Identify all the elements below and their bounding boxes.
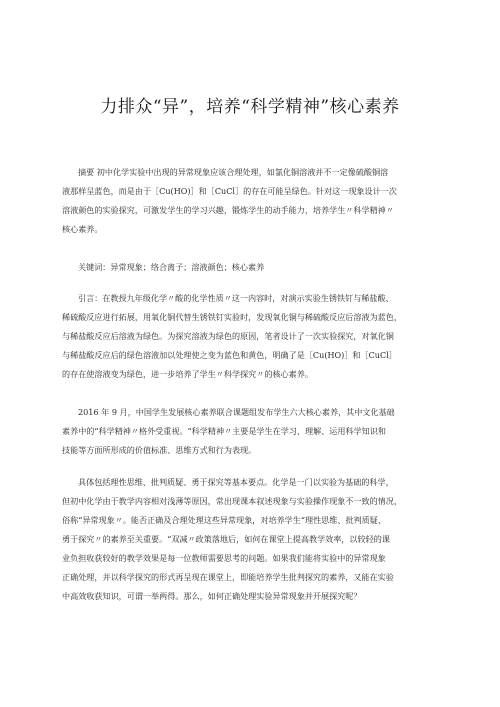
abstract-line: 核心素养。 <box>62 224 103 234</box>
introduction <box>62 289 438 384</box>
paragraph-line: 但初中化学由于教学内容相对浅薄等原因，常出现课本叙述现象与实验操作现象不一致的情况， <box>62 496 402 506</box>
keywords <box>62 258 438 277</box>
paragraph-line: 业负担收获较好的教学效果是每一位教师需要思考的问题。如果我们能将实验中的异常现象 <box>62 553 386 563</box>
intro-line: 稀硫酸反应进行拓展，用氧化铜代替生锈铁钉实验时，发现氧化铜与稀硫酸反应后溶液为蓝色， <box>62 312 402 322</box>
intro-line: 引言：在教授九年级化学〃酸的化学性质〃这一内容时，对演示实验生锈铁钉与稀盐酸、 <box>78 293 394 303</box>
page-title: 力排众“异”，培养“科学精神”核心素养 <box>100 97 400 117</box>
abstract <box>62 163 438 239</box>
paragraph-line: 中高效收获知识，可谓一举两得。那么，如何正确处理实验异常现象并开展探究呢？ <box>62 591 362 601</box>
paragraph-line: 俗称“异常现象〃。能否正确及合理处理这些异常现象，对培养学生“理性思维、批判质疑、 <box>62 515 386 525</box>
intro-line: 的存在使溶液变为绿色，进一步培养了学生〃科学探究〃的核心素养。 <box>62 369 313 379</box>
abstract-line: 溶液颜色的实验探究，可激发学生的学习兴趣，锻炼学生的动手能力，培养学生〃科学精神〃 <box>62 205 394 215</box>
paragraph-line: 2016 年 9 月，中国学生发展核心素养联合课题组发布学生六大核心素养，其中文化基础 <box>78 407 395 417</box>
intro-line: 与稀盐酸反应后的绿色溶液加以处理使之变为蓝色和黄色，明确了是［Cu(HO)］和［CuCl］ <box>62 350 397 360</box>
paragraph-line: 技能等方面所形成的价值标准、思维方式和行为表现。 <box>62 445 257 455</box>
abstract-line: 摘要 初中化学实验中出现的异常现象应该合理处理，如氯化铜溶液并不一定像硫酸铜溶 <box>78 167 389 177</box>
abstract-line: 液那样呈蓝色，而是由于［Cu(HO)］和［CuCl］的存在可能呈绿色。针对这一现象设计一次 <box>62 186 397 196</box>
paragraph-line: 勇于探究〃的素养至关重要。“双减〃政策落地后，如何在课堂上提高教学效率，以较轻的课 <box>62 534 390 544</box>
intro-line: 与稀盐酸反应后溶液为绿色。为探究溶液为绿色的原因，笔者设计了一次实验探究，对氧化铜 <box>62 331 394 341</box>
paragraph-line: 正确处理，并以科学探究的形式再呈现在课堂上，即能培养学生批判探究的素养，又能在实验 <box>62 572 394 582</box>
paragraph-scientific-spirit <box>62 473 438 606</box>
paragraph-line: 具体包括理性思维、批判质疑、勇于探究等基本要点。化学是一门以实验为基础的科学， <box>78 477 394 487</box>
paragraph-core-literacy <box>62 403 438 460</box>
keywords-line: 关键词：异常现象；络合离子；溶液颜色；核心素养 <box>78 262 265 272</box>
paragraph-line: 素养中的“科学精神〃格外受重视。“科学精神〃主要是学生在学习、理解、运用科学知识和 <box>62 426 386 436</box>
